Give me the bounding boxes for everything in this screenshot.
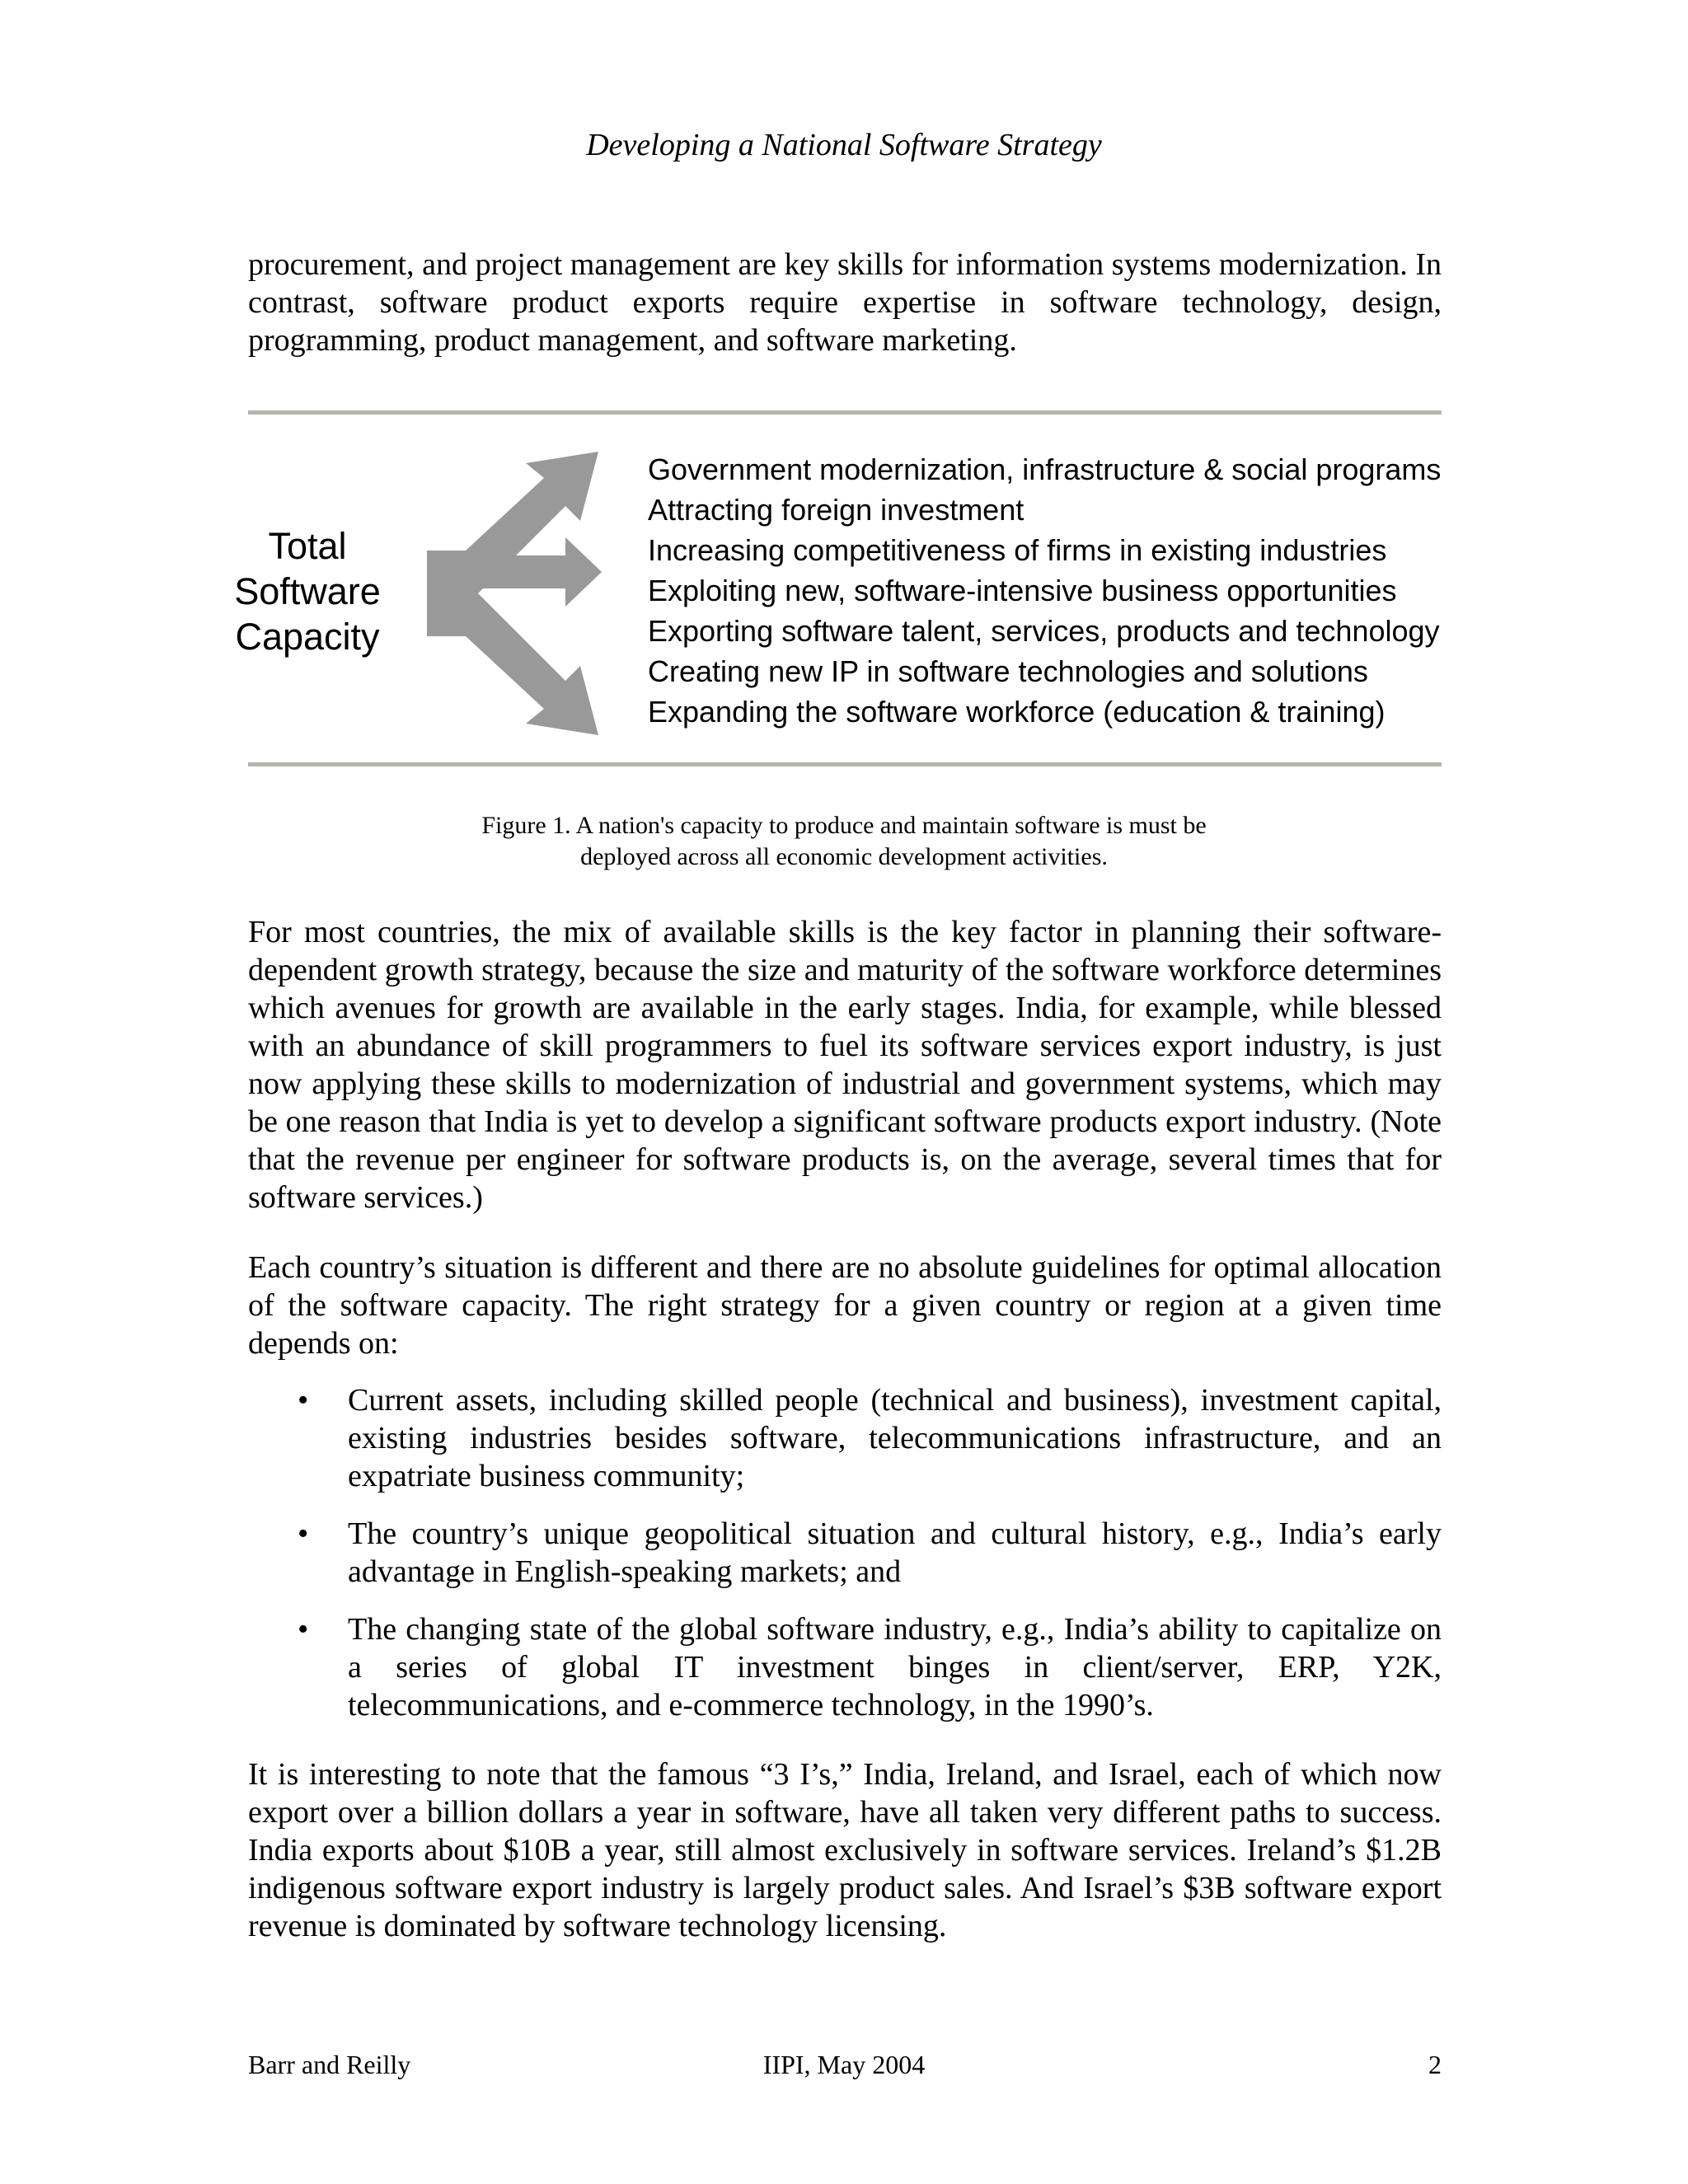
footer-venue: IIPI, May 2004 [762, 2050, 926, 2079]
page-header-title: Developing a National Software Strategy [586, 128, 1102, 162]
figure-left-label-line: Capacity [235, 616, 380, 658]
figure-left-label-line: Software [234, 570, 381, 612]
figure-caption [0, 810, 1688, 873]
figure-activity-item: Creating new IP in software technologies and solutions [648, 654, 1368, 688]
figure-left-label [221, 523, 394, 659]
figure-activity-list [648, 449, 1441, 732]
bullet-text: The changing state of the global software industry, e.g., India’s ability to capitalize on a series of global IT investment binges in client/server, ERP, Y2K, telecommunications, and e-commerce technology, in the 1990’s. [348, 1612, 1442, 1722]
figure-caption-line: Figure 1. A nation's capacity to produce and maintain software is must be [481, 812, 1207, 839]
figure-left-label-line: Total [268, 525, 347, 567]
arrow-shapes [427, 452, 602, 735]
bullet-text: The country’s unique geopolitical situation and cultural history, e.g., India’s early advantage in English-speaking markets; and [348, 1516, 1442, 1589]
branching-arrow-icon [420, 445, 610, 742]
intro-paragraph: procurement, and project management are key skills for information systems modernization. In contrast, software product exports require expertise in software technology, design, programming, product management, and software marketing. [248, 247, 1442, 358]
body-paragraph-3: It is interesting to note that the famous “3 I’s,” India, Ireland, and Israel, each of which now export over a billion dollars a year in software, have all taken very different paths to success. India exports about $10B a year, still almost exclusively in software services. Ireland’s $1.2B indigenous software export industry is largely product sales. And Israel’s $3B software export revenue is dominated by software technology licensing. [248, 1757, 1442, 1943]
arrow-down-right [427, 593, 598, 735]
figure-bottom-rule [248, 762, 1442, 766]
bullet-icon: • [298, 1516, 309, 1551]
figure-activity-item: Attracting foreign investment [648, 493, 1025, 527]
bullet-item [248, 1381, 1442, 1495]
body-paragraph-2: Each country’s situation is different and there are no absolute guidelines for optimal allocation of the software capacity. The right strategy for a given country or region at a given time depends on: [248, 1250, 1442, 1361]
bullet-list [248, 1381, 1442, 1744]
footer-page-number: 2 [1428, 2050, 1442, 2079]
bullet-item [248, 1610, 1442, 1724]
footer-authors: Barr and Reilly [248, 2050, 411, 2079]
figure-top-rule [248, 410, 1442, 415]
bullet-text: Current assets, including skilled people (technical and business), investment capital, existing industries besides software, telecommunications infrastructure, and an expatriate business community; [348, 1383, 1442, 1493]
figure-activity-item: Increasing competitiveness of firms in existing industries [648, 533, 1387, 567]
figure-caption-line: deployed across all economic development activities. [580, 843, 1108, 870]
bullet-icon: • [298, 1612, 309, 1647]
figure-activity-item: Government modernization, infrastructure & social programs [648, 452, 1442, 486]
figure-activity-item: Exploiting new, software-intensive business opportunities [648, 574, 1397, 607]
bullet-item [248, 1515, 1442, 1591]
figure-activity-item: Expanding the software workforce (education & training) [648, 695, 1386, 729]
body-paragraph-1: For most countries, the mix of available skills is the key factor in planning their software-dependent growth strategy, because the size and maturity of the software workforce determines which avenues for growth are available in the early stages. India, for example, while blessed with an abundance of skill programmers to fuel its software services export industry, is just now applying these skills to modernization of industrial and government systems, which may be one reason that India is yet to develop a significant software products export industry. (Note that the revenue per engineer for software products is, on the average, several times that for software services.) [248, 915, 1442, 1215]
bullet-icon: • [298, 1383, 309, 1418]
figure-activity-item: Exporting software talent, services, products and technology [648, 614, 1440, 648]
